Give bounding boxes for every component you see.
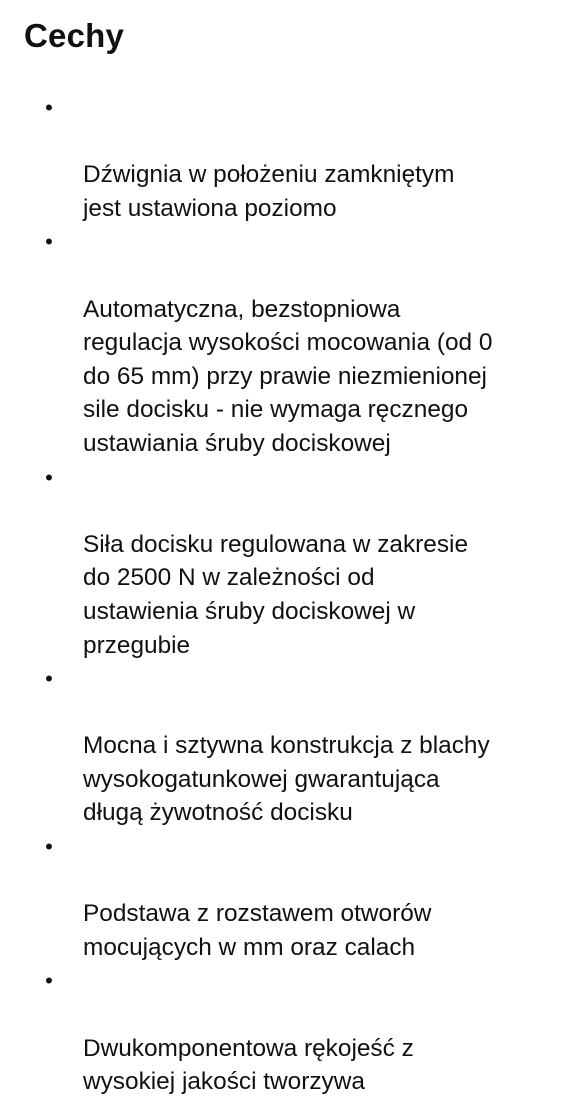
feature-text: Automatyczna, bezstopniowa regulacja wysokości mocowania (od 0 do 65 mm) przy prawie niezmienionej sile docisku - nie wymaga ręcznego ustawiania śruby dociskowej	[83, 295, 493, 457]
bullet-icon	[43, 225, 55, 259]
feature-text: Siła docisku regulowana w zakresie do 2500 N w zależności od ustawienia śruby dociskowej w przegubie	[83, 530, 469, 659]
features-list	[0, 91, 588, 1099]
feature-text: Dwukomponentowa rękojeść z wysokiej jakości tworzywa	[83, 1034, 414, 1096]
list-item	[0, 662, 588, 830]
list-item	[0, 225, 588, 460]
feature-text: Mocna i sztywna konstrukcja z blachy wysokogatunkowej gwarantująca długą żywotność docisku	[83, 732, 490, 827]
feature-text: Dźwignia w położeniu zamkniętym jest ustawiona poziomo	[83, 161, 455, 222]
list-item	[0, 830, 588, 964]
feature-text: Podstawa z rozstawem otworów mocujących w mm oraz calach	[83, 900, 432, 961]
bullet-icon	[43, 830, 55, 864]
bullet-icon	[43, 91, 55, 125]
bullet-icon	[43, 662, 55, 696]
list-item	[0, 461, 588, 663]
section-title: Cechy	[24, 17, 125, 54]
bullet-icon	[43, 964, 55, 998]
list-item	[0, 91, 588, 225]
list-item	[0, 964, 588, 1098]
bullet-icon	[43, 461, 55, 495]
